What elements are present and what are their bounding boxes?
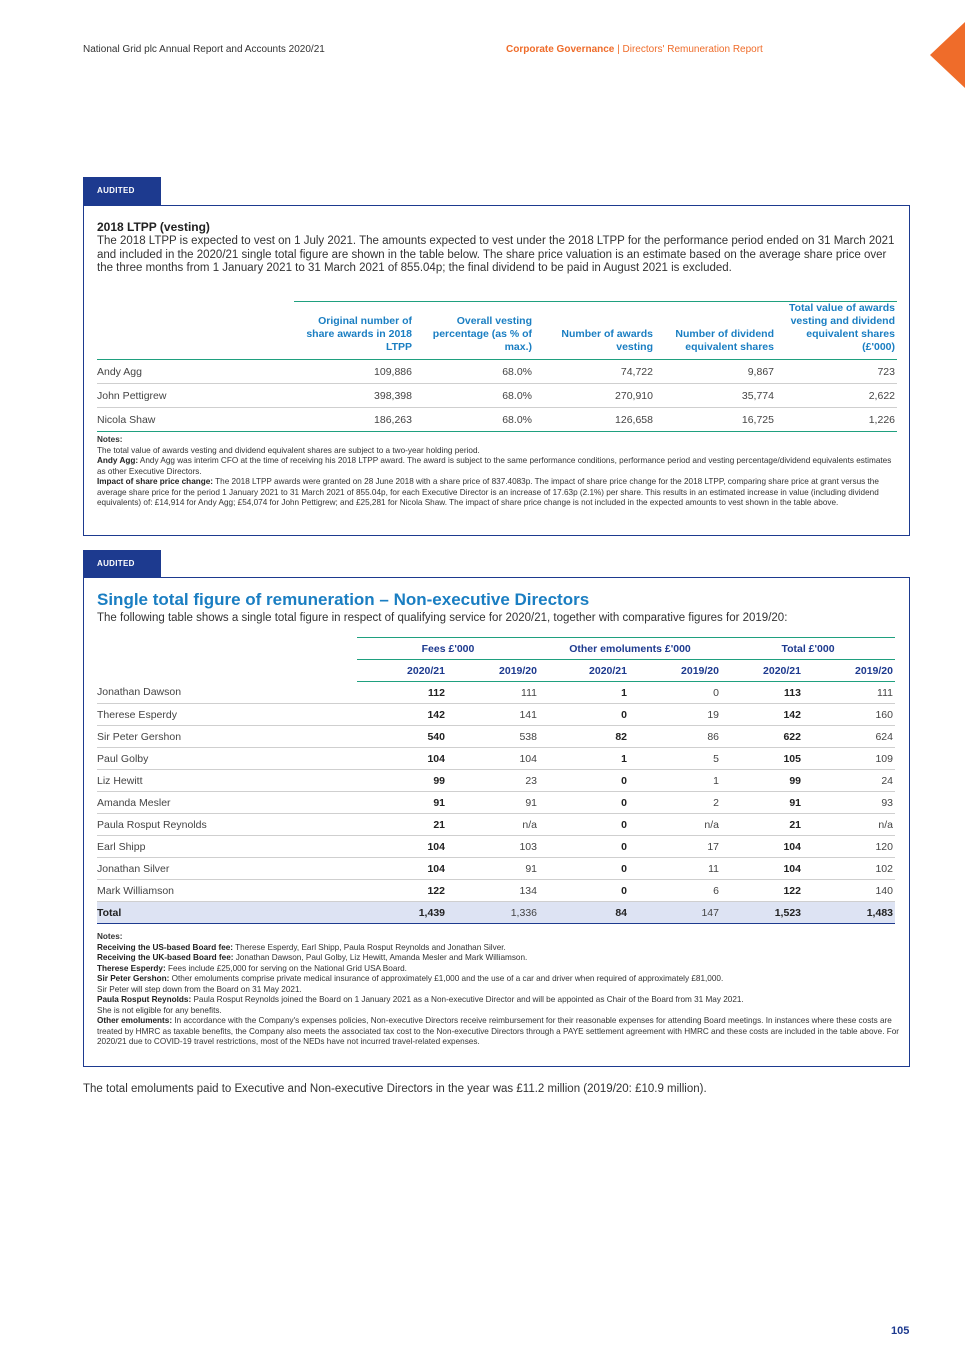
note-text: Other emoluments comprise private medical insurance of approximately £1,000 and the use of a car and driver when required of approximately £81,000. — [169, 974, 724, 983]
corner-tab-decoration — [930, 22, 965, 88]
table-cell: 270,910 — [534, 384, 655, 408]
table-cell: 120 — [803, 836, 895, 858]
table-row — [97, 858, 895, 880]
year-header: 2020/21 — [539, 660, 629, 682]
table-cell: 160 — [803, 704, 895, 726]
table-cell: 0 — [539, 704, 629, 726]
table-cell: 0 — [539, 792, 629, 814]
total-row — [97, 902, 895, 924]
breadcrumb-section: Corporate Governance — [506, 44, 615, 55]
total-label: Total — [97, 902, 357, 924]
ltpp-vesting-panel — [83, 205, 910, 536]
ltpp-col-header: Overall vesting percentage (as % of max.) — [414, 302, 534, 360]
note-text: Andy Agg was interim CFO at the time of receiving his 2018 LTPP award. The award is subject to the same performance conditions, performance period and vesting percentage/dividend equivalents estimates as other Executive Directors. — [97, 456, 892, 476]
table-cell: n/a — [447, 814, 539, 836]
audited-tag-1: AUDITED — [83, 177, 161, 205]
table-cell: 111 — [803, 682, 895, 704]
note-label: Impact of share price change: — [97, 477, 214, 486]
note-text: Fees include £25,000 for serving on the National Grid USA Board. — [165, 963, 407, 973]
table-row — [97, 792, 895, 814]
table-cell: 622 — [721, 726, 803, 748]
ltpp-col-header: Number of dividend equivalent shares — [655, 302, 776, 360]
table-row — [97, 880, 895, 902]
breadcrumb-subsection: Directors' Remuneration Report — [622, 44, 763, 55]
table-cell: 134 — [447, 880, 539, 902]
ned-table-body — [97, 682, 895, 924]
ltpp-col-header: Total value of awards vesting and dividend equivalent shares (£'000) — [776, 302, 897, 360]
note-item — [97, 446, 902, 457]
director-name: Jonathan Dawson — [97, 682, 357, 704]
note-text: In accordance with the Company's expenses policies, Non-executive Directors receive reimbursement for their reasonable expenses for attending Board meetings. In instances where these costs are treated by HMRC as taxable benefits, the Company also meets the associated tax cost to the Non-executive Directors through a PAYE settlement agreement with HMRC and these costs are included in the table above. For 2020/21 due to COVID-19 travel restrictions, most of the NEDs have not incurred travel-related expenses. — [97, 1016, 900, 1046]
ltpp-title: 2018 LTPP (vesting) — [97, 220, 210, 234]
table-cell: 105 — [721, 748, 803, 770]
note-text: Sir Peter will step down from the Board on 31 May 2021. — [97, 984, 302, 994]
table-cell: 0 — [539, 770, 629, 792]
table-cell: 624 — [803, 726, 895, 748]
director-name: Nicola Shaw — [97, 408, 294, 432]
note-item — [97, 964, 902, 975]
table-cell: 141 — [447, 704, 539, 726]
breadcrumb-separator: | — [614, 44, 623, 55]
total-cell: 1,336 — [447, 902, 539, 924]
table-cell: 109 — [803, 748, 895, 770]
table-cell: 24 — [803, 770, 895, 792]
note-label: Receiving the US-based Board fee: — [97, 942, 234, 952]
note-label: Andy Agg: — [97, 456, 139, 465]
table-cell: 540 — [357, 726, 447, 748]
table-cell: 9,867 — [655, 360, 776, 384]
director-name: Jonathan Silver — [97, 858, 357, 880]
table-cell: n/a — [803, 814, 895, 836]
notes-heading: Notes: — [97, 435, 123, 444]
table-cell: 93 — [803, 792, 895, 814]
table-row — [97, 836, 895, 858]
table-cell: 109,886 — [294, 360, 414, 384]
report-title: National Grid plc Annual Report and Accounts 2020/21 — [83, 44, 325, 55]
note-item — [97, 477, 902, 509]
note-text: Therese Esperdy, Earl Shipp, Paula Rosput Reynolds and Jonathan Silver. — [233, 942, 506, 952]
table-cell: 111 — [447, 682, 539, 704]
table-cell: 68.0% — [414, 360, 534, 384]
year-header: 2019/20 — [629, 660, 721, 682]
note-item — [97, 995, 902, 1006]
note-label: Sir Peter Gershon: — [97, 974, 170, 983]
table-cell: 1,226 — [776, 408, 897, 432]
note-label: Other emoluments: — [97, 1016, 173, 1025]
table-cell: 104 — [721, 858, 803, 880]
table-cell: 82 — [539, 726, 629, 748]
table-cell: n/a — [629, 814, 721, 836]
table-row — [97, 384, 897, 408]
table-cell: 99 — [357, 770, 447, 792]
ltpp-intro: The 2018 LTPP is expected to vest on 1 July 2021. The amounts expected to vest under the 2018 LTPP for the performance period ended on 31 March 2021 and included in the 2020/21 single total figure are shown in the table below. The share price valuation is an estimate based on the average share price over the three months from 1 January 2021 to 31 March 2021 of 855.04p; the final dividend to be paid in August 2021 is excluded. — [97, 235, 895, 274]
director-name: Paula Rosput Reynolds — [97, 814, 357, 836]
total-cell: 147 — [629, 902, 721, 924]
note-item — [97, 953, 902, 964]
ned-title: Single total figure of remuneration – Non-executive Directors — [97, 590, 590, 609]
note-label: Receiving the UK-based Board fee: — [97, 953, 234, 962]
table-row — [97, 726, 895, 748]
table-cell: 104 — [447, 748, 539, 770]
table-cell: 104 — [357, 836, 447, 858]
note-text: The total value of awards vesting and dividend equivalent shares are subject to a two-year holding period. — [97, 445, 480, 455]
note-item — [97, 974, 902, 985]
table-cell: 17 — [629, 836, 721, 858]
director-name: John Pettigrew — [97, 384, 294, 408]
year-header: 2019/20 — [803, 660, 895, 682]
total-group-header: Total £'000 — [721, 638, 895, 660]
table-cell: 142 — [357, 704, 447, 726]
table-cell: 19 — [629, 704, 721, 726]
director-name: Paul Golby — [97, 748, 357, 770]
table-cell: 538 — [447, 726, 539, 748]
table-cell: 723 — [776, 360, 897, 384]
ned-table — [97, 637, 895, 924]
total-cell: 84 — [539, 902, 629, 924]
table-cell: 126,658 — [534, 408, 655, 432]
director-name: Mark Williamson — [97, 880, 357, 902]
table-cell: 74,722 — [534, 360, 655, 384]
ltpp-col-header: Number of awards vesting — [534, 302, 655, 360]
note-label: Paula Rosput Reynolds: — [97, 995, 192, 1004]
table-cell: 91 — [447, 858, 539, 880]
table-cell: 35,774 — [655, 384, 776, 408]
table-cell: 6 — [629, 880, 721, 902]
table-cell: 21 — [721, 814, 803, 836]
note-text: Jonathan Dawson, Paul Golby, Liz Hewitt, Amanda Mesler and Mark Williamson. — [233, 953, 528, 962]
table-cell: 91 — [721, 792, 803, 814]
table-cell: 0 — [629, 682, 721, 704]
table-cell: 122 — [721, 880, 803, 902]
table-cell: 0 — [539, 880, 629, 902]
director-name: Therese Esperdy — [97, 704, 357, 726]
table-cell: 0 — [539, 858, 629, 880]
ned-header-blank — [97, 638, 357, 660]
table-row — [97, 704, 895, 726]
table-cell: 91 — [357, 792, 447, 814]
table-cell: 1 — [539, 748, 629, 770]
note-item — [97, 1016, 902, 1048]
table-cell: 1 — [629, 770, 721, 792]
table-cell: 0 — [539, 836, 629, 858]
director-name: Earl Shipp — [97, 836, 357, 858]
total-cell: 1,523 — [721, 902, 803, 924]
ned-header-blank — [97, 660, 357, 682]
table-row — [97, 360, 897, 384]
section-breadcrumb — [506, 44, 763, 55]
note-text: Paula Rosput Reynolds joined the Board on 1 January 2021 as a Non-executive Director and will be appointed as Chair of the Board from 31 May 2021. — [191, 995, 744, 1004]
table-cell: 142 — [721, 704, 803, 726]
ned-intro: The following table shows a single total figure in respect of qualifying service for 2020/21, together with comparative figures for 2019/20: — [97, 612, 788, 624]
table-row — [97, 814, 895, 836]
table-cell: 5 — [629, 748, 721, 770]
table-cell: 99 — [721, 770, 803, 792]
table-cell: 103 — [447, 836, 539, 858]
ltpp-header-blank — [97, 302, 294, 360]
page-number: 105 — [891, 1325, 910, 1337]
director-name: Amanda Mesler — [97, 792, 357, 814]
table-cell: 2,622 — [776, 384, 897, 408]
emoluments-group-header: Other emoluments £'000 — [539, 638, 721, 660]
table-cell: 11 — [629, 858, 721, 880]
table-cell: 0 — [539, 814, 629, 836]
audited-tag-2: AUDITED — [83, 550, 161, 578]
table-cell: 68.0% — [414, 408, 534, 432]
table-cell: 1 — [539, 682, 629, 704]
table-cell: 140 — [803, 880, 895, 902]
table-cell: 186,263 — [294, 408, 414, 432]
table-cell: 102 — [803, 858, 895, 880]
table-cell: 122 — [357, 880, 447, 902]
note-text: She is not eligible for any benefits. — [97, 1005, 222, 1015]
table-cell: 112 — [357, 682, 447, 704]
table-cell: 16,725 — [655, 408, 776, 432]
total-cell: 1,483 — [803, 902, 895, 924]
ned-notes — [97, 932, 902, 1048]
table-row — [97, 408, 897, 432]
year-header: 2019/20 — [447, 660, 539, 682]
director-name: Andy Agg — [97, 360, 294, 384]
ltpp-col-header: Original number of share awards in 2018 LTPP — [294, 302, 414, 360]
ned-remuneration-panel — [83, 577, 910, 1067]
total-cell: 1,439 — [357, 902, 447, 924]
year-header: 2020/21 — [721, 660, 803, 682]
ltpp-notes — [97, 435, 902, 509]
table-row — [97, 770, 895, 792]
note-item — [97, 1006, 902, 1017]
table-cell: 398,398 — [294, 384, 414, 408]
table-cell: 104 — [721, 836, 803, 858]
table-cell: 23 — [447, 770, 539, 792]
ltpp-table — [97, 301, 897, 432]
note-item — [97, 943, 902, 954]
table-cell: 91 — [447, 792, 539, 814]
note-label: Therese Esperdy: — [97, 963, 166, 973]
note-text: The 2018 LTPP awards were granted on 28 June 2018 with a share price of 837.4083p. The impact of share price change for the 2018 LTPP, comparing share price at grant versus the average share price for the period 1 January 2021 to 31 March 2021 of 855.04p, for each Executive Director is an increase of 17.63p (2.1%) per share. This results in an estimated increase in value (including dividend equivalents) of: £14,914 for Andy Agg; £54,074 for John Pettigrew; and £25,281 for Nicola Shaw. The impact of share price change is not included in the expected amounts to vest shown in the table above. — [97, 477, 879, 507]
director-name: Sir Peter Gershon — [97, 726, 357, 748]
year-header: 2020/21 — [357, 660, 447, 682]
table-cell: 2 — [629, 792, 721, 814]
table-cell: 21 — [357, 814, 447, 836]
note-item — [97, 456, 902, 477]
closing-statement: The total emoluments paid to Executive and Non-executive Directors in the year was £11.2 million (2019/20: £10.9 million). — [83, 1083, 707, 1095]
notes-heading: Notes: — [97, 932, 123, 941]
table-row — [97, 748, 895, 770]
table-cell: 113 — [721, 682, 803, 704]
table-row — [97, 682, 895, 704]
fees-group-header: Fees £'000 — [357, 638, 539, 660]
table-cell: 104 — [357, 858, 447, 880]
note-item — [97, 985, 902, 996]
director-name: Liz Hewitt — [97, 770, 357, 792]
table-cell: 86 — [629, 726, 721, 748]
table-cell: 68.0% — [414, 384, 534, 408]
table-cell: 104 — [357, 748, 447, 770]
ltpp-table-body — [97, 360, 897, 432]
